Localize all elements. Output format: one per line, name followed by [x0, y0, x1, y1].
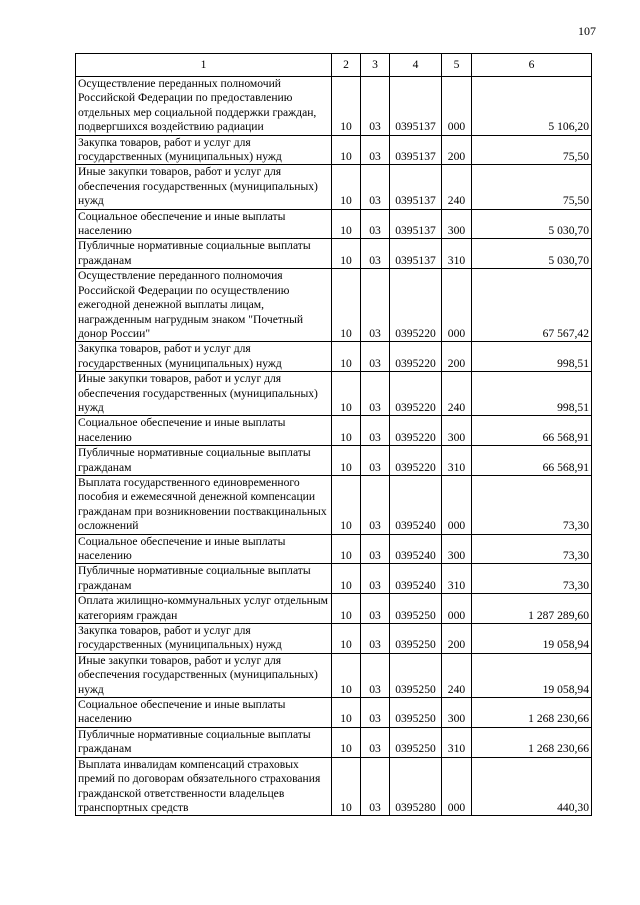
row-name: Социальное обеспечение и иные выплаты населению	[76, 534, 332, 564]
table-row	[76, 727, 592, 757]
row-target-code: 0395240	[390, 534, 442, 564]
row-amount: 1 287 289,60	[472, 594, 592, 624]
row-target-code: 0395137	[390, 77, 442, 136]
table-row	[76, 698, 592, 728]
row-target-code: 0395137	[390, 239, 442, 269]
row-expense-type: 300	[442, 534, 472, 564]
row-amount: 5 106,20	[472, 77, 592, 136]
row-section: 10	[332, 239, 361, 269]
row-expense-type: 000	[442, 757, 472, 816]
row-amount: 75,50	[472, 135, 592, 165]
row-name: Иные закупки товаров, работ и услуг для обеспечения государственных (муниципальных) нужд	[76, 165, 332, 209]
row-expense-type: 000	[442, 269, 472, 342]
row-subsection: 03	[361, 77, 390, 136]
page-number: 107	[578, 24, 596, 38]
row-amount: 73,30	[472, 475, 592, 534]
row-subsection: 03	[361, 624, 390, 654]
row-subsection: 03	[361, 727, 390, 757]
row-name: Публичные нормативные социальные выплаты гражданам	[76, 727, 332, 757]
row-expense-type: 300	[442, 416, 472, 446]
table-row	[76, 77, 592, 136]
row-amount: 19 058,94	[472, 624, 592, 654]
row-amount: 1 268 230,66	[472, 727, 592, 757]
row-section: 10	[332, 624, 361, 654]
row-subsection: 03	[361, 372, 390, 416]
table-row	[76, 534, 592, 564]
table-row	[76, 564, 592, 594]
row-section: 10	[332, 446, 361, 476]
row-section: 10	[332, 653, 361, 697]
table-row	[76, 757, 592, 816]
row-expense-type: 240	[442, 372, 472, 416]
table-row	[76, 135, 592, 165]
row-name: Публичные нормативные социальные выплаты гражданам	[76, 564, 332, 594]
row-section: 10	[332, 416, 361, 446]
row-section: 10	[332, 165, 361, 209]
table-row	[76, 594, 592, 624]
row-section: 10	[332, 727, 361, 757]
row-section: 10	[332, 135, 361, 165]
row-target-code: 0395280	[390, 757, 442, 816]
row-expense-type: 000	[442, 77, 472, 136]
row-section: 10	[332, 269, 361, 342]
row-subsection: 03	[361, 269, 390, 342]
row-name: Иные закупки товаров, работ и услуг для обеспечения государственных (муниципальных) нужд	[76, 653, 332, 697]
row-subsection: 03	[361, 475, 390, 534]
row-amount: 19 058,94	[472, 653, 592, 697]
row-amount: 66 568,91	[472, 446, 592, 476]
row-section: 10	[332, 342, 361, 372]
row-target-code: 0395220	[390, 372, 442, 416]
row-amount: 75,50	[472, 165, 592, 209]
row-expense-type: 300	[442, 698, 472, 728]
row-section: 10	[332, 534, 361, 564]
row-target-code: 0395220	[390, 269, 442, 342]
row-name: Социальное обеспечение и иные выплаты населению	[76, 698, 332, 728]
row-section: 10	[332, 757, 361, 816]
row-subsection: 03	[361, 564, 390, 594]
row-expense-type: 310	[442, 564, 472, 594]
row-section: 10	[332, 372, 361, 416]
row-expense-type: 000	[442, 475, 472, 534]
row-name: Социальное обеспечение и иные выплаты населению	[76, 209, 332, 239]
row-subsection: 03	[361, 446, 390, 476]
row-target-code: 0395220	[390, 416, 442, 446]
table-row	[76, 624, 592, 654]
row-target-code: 0395250	[390, 594, 442, 624]
table-row	[76, 416, 592, 446]
row-subsection: 03	[361, 135, 390, 165]
row-amount: 5 030,70	[472, 209, 592, 239]
row-name: Выплата государственного единовременного пособия и ежемесячной денежной компенсации гражданам при возникновении поствакцинальных осложнений	[76, 475, 332, 534]
row-subsection: 03	[361, 239, 390, 269]
row-subsection: 03	[361, 342, 390, 372]
row-amount: 1 268 230,66	[472, 698, 592, 728]
row-name: Осуществление переданного полномочия Российской Федерации по осуществлению ежегодной денежной выплаты лицам, награжденным нагрудным знаком "Почетный донор России"	[76, 269, 332, 342]
row-target-code: 0395220	[390, 342, 442, 372]
row-section: 10	[332, 698, 361, 728]
row-amount: 998,51	[472, 342, 592, 372]
table-row	[76, 269, 592, 342]
row-amount: 5 030,70	[472, 239, 592, 269]
header-cell-3: 3	[361, 54, 390, 77]
row-subsection: 03	[361, 698, 390, 728]
table-row	[76, 165, 592, 209]
row-target-code: 0395137	[390, 135, 442, 165]
row-section: 10	[332, 209, 361, 239]
header-cell-2: 2	[332, 54, 361, 77]
table-row	[76, 239, 592, 269]
row-section: 10	[332, 564, 361, 594]
table-row	[76, 372, 592, 416]
row-target-code: 0395220	[390, 446, 442, 476]
header-cell-1: 1	[76, 54, 332, 77]
row-expense-type: 300	[442, 209, 472, 239]
row-expense-type: 200	[442, 342, 472, 372]
table-row	[76, 209, 592, 239]
row-section: 10	[332, 77, 361, 136]
row-name: Закупка товаров, работ и услуг для государственных (муниципальных) нужд	[76, 342, 332, 372]
row-expense-type: 310	[442, 446, 472, 476]
header-cell-4: 4	[390, 54, 442, 77]
row-target-code: 0395240	[390, 564, 442, 594]
table-body	[76, 77, 592, 816]
row-subsection: 03	[361, 757, 390, 816]
table-row	[76, 475, 592, 534]
row-target-code: 0395250	[390, 624, 442, 654]
row-subsection: 03	[361, 165, 390, 209]
row-expense-type: 310	[442, 239, 472, 269]
row-subsection: 03	[361, 594, 390, 624]
row-name: Осуществление переданных полномочий Российской Федерации по предоставлению отдельных мер социальной поддержки граждан, подвергшихся воздействию радиации	[76, 77, 332, 136]
row-subsection: 03	[361, 653, 390, 697]
row-subsection: 03	[361, 209, 390, 239]
row-amount: 73,30	[472, 564, 592, 594]
row-name: Выплата инвалидам компенсаций страховых премий по договорам обязательного страхования гражданской ответственности владельцев транспортных средств	[76, 757, 332, 816]
row-target-code: 0395240	[390, 475, 442, 534]
table-row	[76, 446, 592, 476]
row-amount: 440,30	[472, 757, 592, 816]
row-section: 10	[332, 475, 361, 534]
row-amount: 67 567,42	[472, 269, 592, 342]
row-expense-type: 000	[442, 594, 472, 624]
row-section: 10	[332, 594, 361, 624]
budget-table	[75, 53, 592, 816]
row-target-code: 0395250	[390, 698, 442, 728]
row-name: Закупка товаров, работ и услуг для государственных (муниципальных) нужд	[76, 135, 332, 165]
row-amount: 998,51	[472, 372, 592, 416]
table-row	[76, 342, 592, 372]
row-target-code: 0395250	[390, 653, 442, 697]
row-target-code: 0395137	[390, 209, 442, 239]
row-expense-type: 200	[442, 624, 472, 654]
row-target-code: 0395137	[390, 165, 442, 209]
row-name: Оплата жилищно-коммунальных услуг отдельным категориям граждан	[76, 594, 332, 624]
row-expense-type: 240	[442, 165, 472, 209]
row-name: Публичные нормативные социальные выплаты гражданам	[76, 239, 332, 269]
row-amount: 66 568,91	[472, 416, 592, 446]
row-subsection: 03	[361, 534, 390, 564]
row-subsection: 03	[361, 416, 390, 446]
table-row	[76, 653, 592, 697]
row-name: Закупка товаров, работ и услуг для государственных (муниципальных) нужд	[76, 624, 332, 654]
row-name: Социальное обеспечение и иные выплаты населению	[76, 416, 332, 446]
row-amount: 73,30	[472, 534, 592, 564]
row-target-code: 0395250	[390, 727, 442, 757]
header-cell-6: 6	[472, 54, 592, 77]
row-expense-type: 200	[442, 135, 472, 165]
header-row	[76, 54, 592, 77]
row-expense-type: 240	[442, 653, 472, 697]
row-name: Иные закупки товаров, работ и услуг для обеспечения государственных (муниципальных) нужд	[76, 372, 332, 416]
row-name: Публичные нормативные социальные выплаты гражданам	[76, 446, 332, 476]
header-cell-5: 5	[442, 54, 472, 77]
row-expense-type: 310	[442, 727, 472, 757]
